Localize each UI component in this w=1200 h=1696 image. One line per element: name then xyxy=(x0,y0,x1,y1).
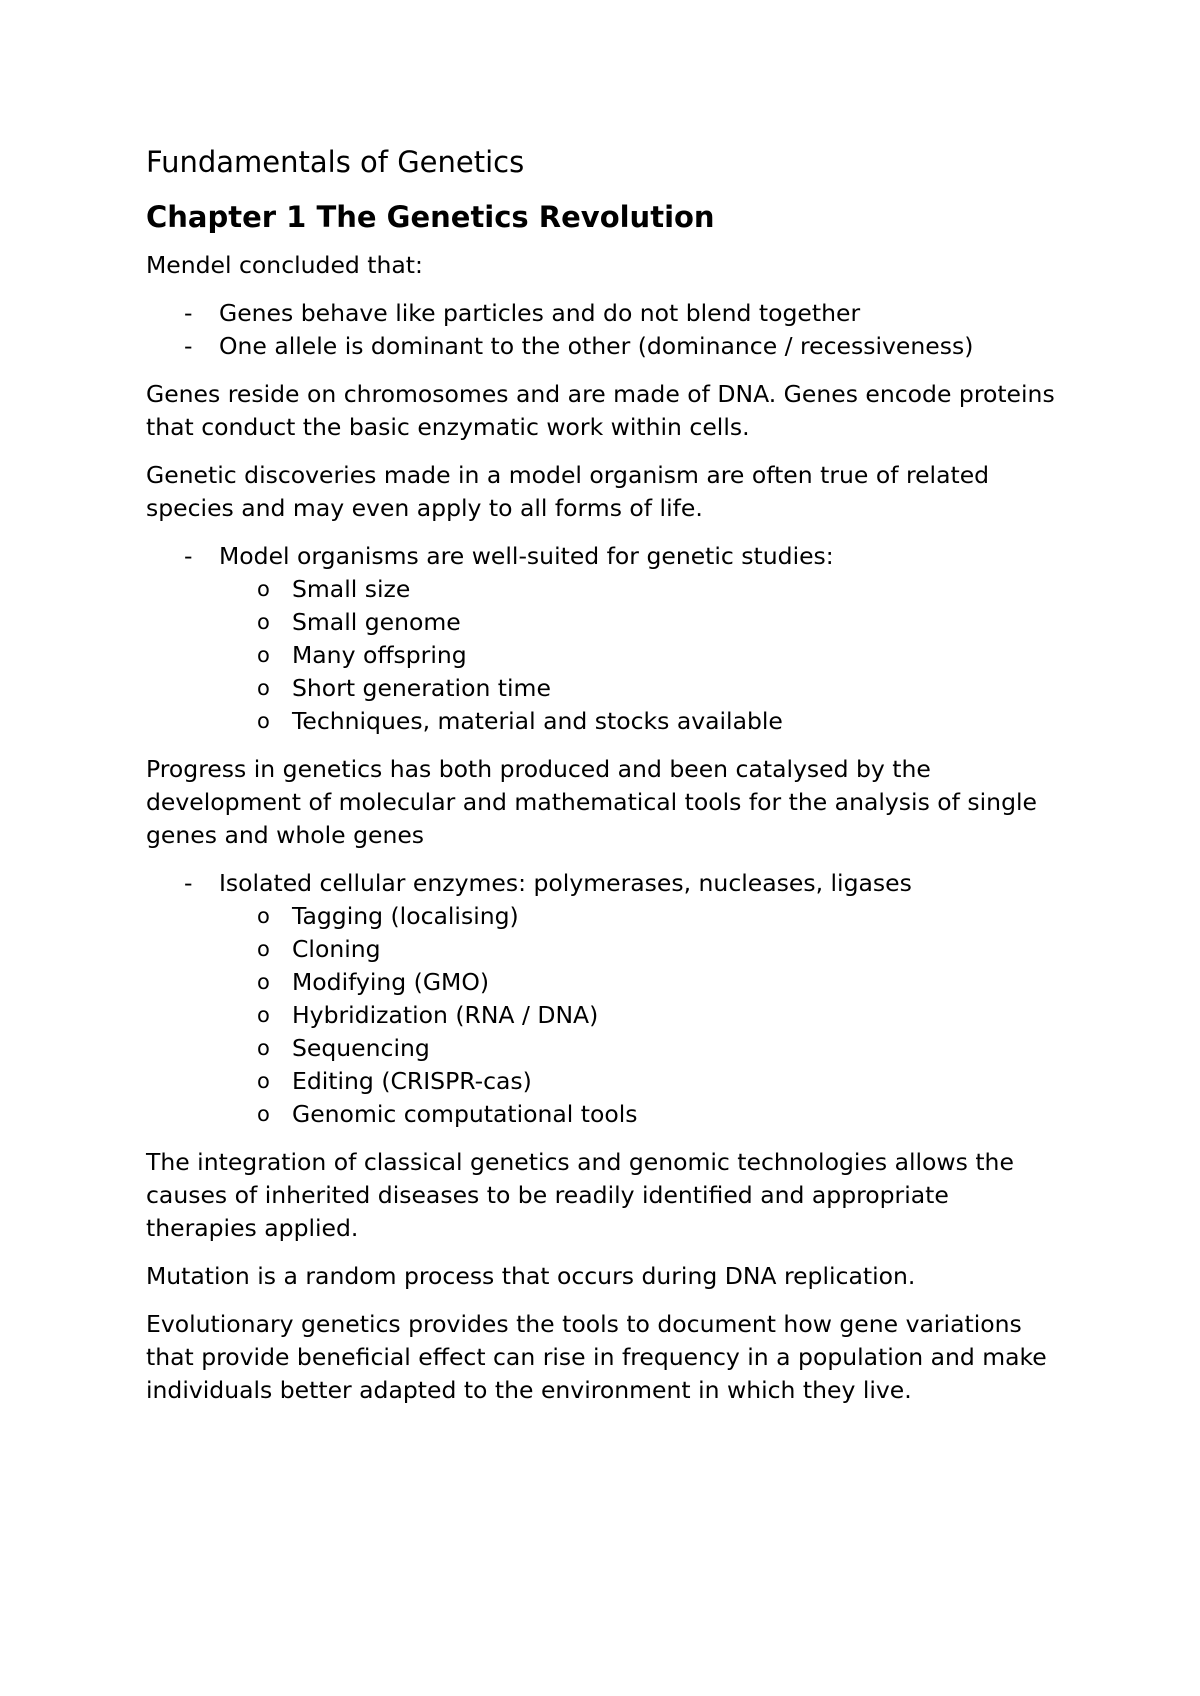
circle-bullet: o xyxy=(257,1036,270,1060)
circle-bullet: o xyxy=(257,577,270,601)
sub-list-item xyxy=(146,999,1066,1032)
document-title: Fundamentals of Genetics xyxy=(146,145,525,179)
circle-bullet: o xyxy=(257,709,270,733)
mutation-paragraph: Mutation is a random process that occurs during DNA replication. xyxy=(146,1262,916,1290)
circle-bullet: o xyxy=(257,904,270,928)
sub-list-item xyxy=(146,573,1066,606)
progress-paragraph: Progress in genetics has both produced and been catalysed by the development of molecular and mathematical tools for the analysis of single genes and whole genes xyxy=(146,755,1037,849)
dash-bullet: - xyxy=(184,542,193,570)
sub-list-item-text: Small genome xyxy=(292,608,461,636)
model-organisms-list xyxy=(146,540,1066,738)
evolution-paragraph: Evolutionary genetics provides the tools to document how gene variations that provide beneficial effect can rise in frequency in a population and make individuals better adapted to the environment in which they live. xyxy=(146,1310,1047,1404)
sub-list-item xyxy=(146,966,1066,999)
sub-list-item xyxy=(146,705,1066,738)
sub-list-item-text: Editing (CRISPR-cas) xyxy=(292,1067,532,1095)
dash-bullet: - xyxy=(184,332,193,360)
list-item-text: Isolated cellular enzymes: polymerases, nucleases, ligases xyxy=(219,869,912,897)
sub-list-item xyxy=(146,606,1066,639)
sub-list-item-text: Tagging (localising) xyxy=(292,902,519,930)
circle-bullet: o xyxy=(257,610,270,634)
sub-list-item-text: Techniques, material and stocks available xyxy=(292,707,783,735)
sub-list-item-text: Genomic computational tools xyxy=(292,1100,638,1128)
sub-list-item xyxy=(146,1032,1066,1065)
circle-bullet: o xyxy=(257,1069,270,1093)
sub-list-item-text: Short generation time xyxy=(292,674,551,702)
list-item-text: Genes behave like particles and do not blend together xyxy=(219,299,861,327)
sub-list-item xyxy=(146,1065,1066,1098)
dash-bullet: - xyxy=(184,299,193,327)
discoveries-paragraph: Genetic discoveries made in a model organism are often true of related species and may even apply to all forms of life. xyxy=(146,461,990,522)
sub-list-item xyxy=(146,672,1066,705)
chapter-heading: Chapter 1 The Genetics Revolution xyxy=(146,200,715,234)
list-item-text: Model organisms are well-suited for genetic studies: xyxy=(219,542,834,570)
sub-list-item-text: Modifying (GMO) xyxy=(292,968,489,996)
circle-bullet: o xyxy=(257,643,270,667)
circle-bullet: o xyxy=(257,1003,270,1027)
genes-paragraph: Genes reside on chromosomes and are made of DNA. Genes encode proteins that conduct the basic enzymatic work within cells. xyxy=(146,380,1055,441)
sub-list-item-text: Many offspring xyxy=(292,641,467,669)
sub-list-item-text: Cloning xyxy=(292,935,381,963)
mendel-points-list xyxy=(146,297,1066,363)
sub-list-item-text: Small size xyxy=(292,575,411,603)
sub-list-item xyxy=(146,933,1066,966)
mendel-intro: Mendel concluded that: xyxy=(146,251,423,279)
model-organisms-sublist xyxy=(219,573,1066,738)
circle-bullet: o xyxy=(257,937,270,961)
sub-list-item xyxy=(146,1098,1066,1131)
sub-list-item-text: Hybridization (RNA / DNA) xyxy=(292,1001,599,1029)
list-item xyxy=(146,867,1066,1131)
list-item xyxy=(146,330,1066,363)
enzymes-list xyxy=(146,867,1066,1131)
list-item xyxy=(146,297,1066,330)
circle-bullet: o xyxy=(257,1102,270,1126)
dash-bullet: - xyxy=(184,869,193,897)
circle-bullet: o xyxy=(257,970,270,994)
sub-list-item xyxy=(146,639,1066,672)
enzymes-sublist xyxy=(219,900,1066,1131)
list-item-text: One allele is dominant to the other (dominance / recessiveness) xyxy=(219,332,974,360)
circle-bullet: o xyxy=(257,676,270,700)
sub-list-item-text: Sequencing xyxy=(292,1034,430,1062)
document-body xyxy=(146,142,1066,1422)
list-item xyxy=(146,540,1066,738)
sub-list-item xyxy=(146,900,1066,933)
integration-paragraph: The integration of classical genetics and genomic technologies allows the causes of inherited diseases to be readily identified and appropriate therapies applied. xyxy=(146,1148,1014,1242)
